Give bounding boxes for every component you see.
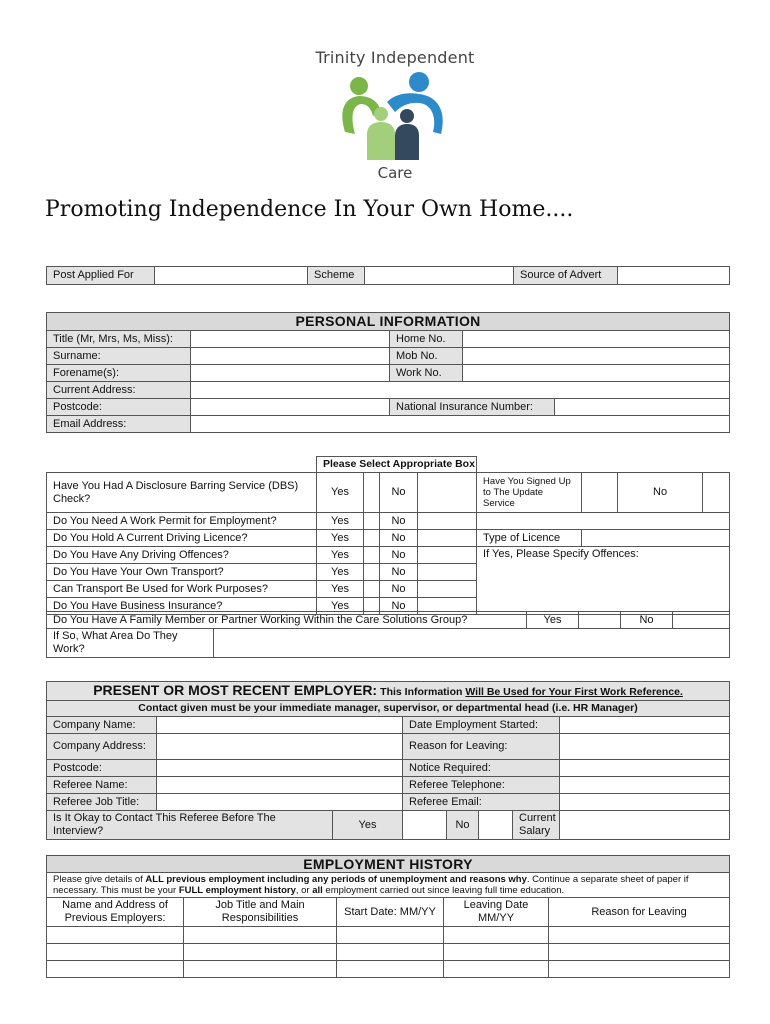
history-cell[interactable] [184,927,337,944]
referee-name-label: Referee Name: [47,777,157,794]
date-started-label: Date Employment Started: [403,717,560,734]
history-intro-6: all [312,885,323,896]
history-intro [47,873,730,898]
referee-tel-label: Referee Telephone: [403,777,560,794]
transport-yes-box[interactable] [364,564,380,581]
employer-note-a: This Information [380,686,466,698]
referee-email-label: Referee Email: [403,794,560,811]
work-label: Work No. [390,365,463,382]
dbs-no-label: No [380,473,418,513]
table-row [47,927,730,944]
post-applied-label: Post Applied For [47,267,155,285]
current-salary-field[interactable] [560,811,730,840]
title-field[interactable] [191,331,390,348]
history-cell[interactable] [337,927,444,944]
okay-no-label: No [447,811,479,840]
company-logo [300,48,490,186]
licence-yes-label: Yes [317,530,364,547]
col-job-header: Job Title and Main Responsibilities [184,898,337,927]
postcode-field[interactable] [191,399,390,416]
dbs-label: Have You Had A Disclosure Barring Service (DBS) Check? [47,473,317,513]
history-intro-5: , or [295,885,313,896]
update-yes-box[interactable] [582,473,618,513]
specify-offences-label: If Yes, Please Specify Offences: [483,548,639,560]
referee-tel-field[interactable] [560,777,730,794]
source-label: Source of Advert [514,267,618,285]
referee-job-label: Referee Job Title: [47,794,157,811]
permit-yes-box[interactable] [364,513,380,530]
history-cell[interactable] [444,944,549,961]
home-label: Home No. [390,331,463,348]
forenames-label: Forename(s): [47,365,191,382]
licence-no-box[interactable] [418,530,477,547]
history-cell[interactable] [549,927,730,944]
area-field[interactable] [214,629,730,658]
personal-info-table [46,312,730,433]
mob-field[interactable] [463,348,730,365]
reason-leaving-label: Reason for Leaving: [403,734,560,760]
specify-offences-field[interactable] [477,547,730,615]
history-cell[interactable] [47,927,184,944]
company-name-label: Company Name: [47,717,157,734]
email-label: Email Address: [47,416,191,433]
surname-field[interactable] [191,348,390,365]
work-purposes-no-box[interactable] [418,581,477,598]
forenames-field[interactable] [191,365,390,382]
family-no-box[interactable] [673,612,730,629]
logo-care: Care [377,164,413,182]
history-cell[interactable] [47,961,184,978]
family-table [46,611,730,658]
transport-label: Do You Have Your Own Transport? [47,564,317,581]
post-row [46,266,730,285]
address-label: Current Address: [47,382,191,399]
offences-no-label: No [380,547,418,564]
family-logo-icon [337,72,453,164]
dbs-yes-box[interactable] [364,473,380,513]
postcode-label: Postcode: [47,399,191,416]
history-cell[interactable] [549,944,730,961]
update-no-label: No [618,473,703,513]
offences-no-box[interactable] [418,547,477,564]
employer-heading-cell [47,682,730,701]
address-field[interactable] [191,382,730,399]
dbs-no-box[interactable] [418,473,477,513]
offences-yes-label: Yes [317,547,364,564]
history-cell[interactable] [47,944,184,961]
licence-label: Do You Hold A Current Driving Licence? [47,530,317,547]
permit-yes-label: Yes [317,513,364,530]
update-service-label: Have You Signed Up to The Update Service [477,473,582,513]
current-salary-label: Current Salary [513,811,560,840]
family-yes-box[interactable] [579,612,621,629]
history-intro-2: ALL previous employment including any periods of unemployment and reasons why [145,874,527,885]
referee-email-field[interactable] [560,794,730,811]
history-intro-3: . Continue a separate sheet of paper if necessary. This must be your [53,874,689,896]
personal-heading: PERSONAL INFORMATION [47,313,730,331]
insurance-yes-label: Yes [317,598,364,615]
company-address-label: Company Address: [47,734,157,760]
offences-label: Do You Have Any Driving Offences? [47,547,317,564]
type-licence-label: Type of Licence [477,530,582,547]
referee-job-field[interactable] [157,794,403,811]
employer-postcode-field[interactable] [157,760,403,777]
transport-yes-label: Yes [317,564,364,581]
transport-no-box[interactable] [418,564,477,581]
email-field[interactable] [191,416,730,433]
work-field[interactable] [463,365,730,382]
transport-no-label: No [380,564,418,581]
company-address-field[interactable] [157,734,403,760]
permit-label: Do You Need A Work Permit for Employment? [47,513,317,530]
work-purposes-no-label: No [380,581,418,598]
work-purposes-label: Can Transport Be Used for Work Purposes? [47,581,317,598]
permit-no-label: No [380,513,418,530]
okay-no-box[interactable] [479,811,513,840]
notice-label: Notice Required: [403,760,560,777]
employer-table [46,681,730,840]
history-cell[interactable] [549,961,730,978]
okay-yes-box[interactable] [403,811,447,840]
history-cell[interactable] [337,944,444,961]
company-name-field[interactable] [157,717,403,734]
family-yes-label: Yes [527,612,579,629]
work-purposes-yes-label: Yes [317,581,364,598]
scheme-field[interactable] [365,267,514,285]
col-leave-header: Leaving Date MM/YY [444,898,549,927]
employer-postcode-label: Postcode: [47,760,157,777]
col-reason-header: Reason for Leaving [549,898,730,927]
employer-heading: PRESENT OR MOST RECENT EMPLOYER: [93,682,378,698]
table-row [47,961,730,978]
history-table [46,855,730,978]
licence-yes-box[interactable] [364,530,380,547]
checks-table [46,456,730,615]
offences-yes-box[interactable] [364,547,380,564]
family-label: Do You Have A Family Member or Partner Working Within the Care Solutions Group? [47,612,527,629]
tagline: Promoting Independence In Your Own Home.... [45,197,574,222]
scheme-label: Scheme [308,267,365,285]
history-cell[interactable] [444,927,549,944]
licence-no-label: No [380,530,418,547]
col-start-header: Start Date: MM/YY [337,898,444,927]
table-row [47,944,730,961]
ni-label: National Insurance Number: [390,399,555,416]
okay-contact-label: Is It Okay to Contact This Referee Before The Interview? [47,811,333,840]
post-applied-field[interactable] [155,267,308,285]
notice-field[interactable] [560,760,730,777]
dbs-yes-label: Yes [317,473,364,513]
col-name-header: Name and Address of Previous Employers: [47,898,184,927]
history-intro-7: employment carried out since leaving full time education. [322,885,565,896]
history-cell[interactable] [184,961,337,978]
area-label: If So, What Area Do They Work? [47,629,214,658]
history-cell[interactable] [444,961,549,978]
permit-no-box[interactable] [418,513,477,530]
insurance-label: Do You Have Business Insurance? [47,598,317,615]
checks-heading: Please Select Appropriate Box [317,457,477,473]
history-intro-1: Please give details of [53,874,146,885]
surname-label: Surname: [47,348,191,365]
history-cell[interactable] [337,961,444,978]
update-no-box[interactable] [703,473,730,513]
date-started-field[interactable] [560,717,730,734]
home-field[interactable] [463,331,730,348]
history-heading: EMPLOYMENT HISTORY [47,856,730,873]
referee-name-field[interactable] [157,777,403,794]
employer-note-b: Will Be Used for Your First Work Reference. [465,686,683,698]
reason-leaving-field[interactable] [560,734,730,760]
type-licence-field[interactable] [582,530,730,547]
title-label: Title (Mr, Mrs, Ms, Miss): [47,331,191,348]
history-intro-4: FULL employment history [178,885,296,896]
family-no-label: No [621,612,673,629]
source-field[interactable] [618,267,730,285]
okay-yes-label: Yes [333,811,403,840]
mob-label: Mob No. [390,348,463,365]
work-purposes-yes-box[interactable] [364,581,380,598]
logo-name: Trinity Independent [315,48,475,67]
ni-field[interactable] [555,399,730,416]
history-cell[interactable] [184,944,337,961]
employer-contact-note: Contact given must be your immediate manager, supervisor, or departmental head (i.e. HR Manager) [47,701,730,717]
insurance-no-label: No [380,598,418,615]
